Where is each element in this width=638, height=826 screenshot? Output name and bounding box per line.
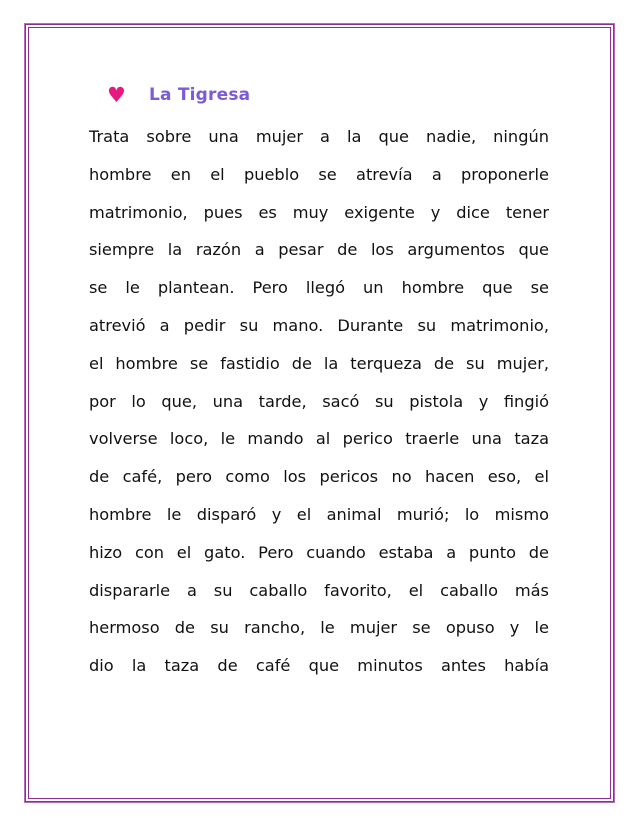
- paragraph-line: dispararle a su caballo favorito, el caballo más: [89, 580, 549, 600]
- summary-paragraph: [89, 118, 549, 685]
- document-content: [89, 80, 549, 685]
- paragraph-line: hombre le disparó y el animal murió; lo mismo: [89, 504, 549, 524]
- paragraph-line: hermoso de su rancho, le mujer se opuso y le: [89, 618, 549, 638]
- paragraph-line: siempre la razón a pesar de los argumentos que: [89, 240, 549, 260]
- paragraph-line: hizo con el gato. Pero cuando estaba a punto de: [89, 542, 549, 562]
- section-title: La Tigresa: [149, 85, 251, 105]
- paragraph-line: el hombre se fastidio de la terqueza de su mujer,: [89, 353, 549, 373]
- paragraph-line: se le plantean. Pero llegó un hombre que se: [89, 278, 549, 298]
- paragraph-line: hombre en el pueblo se atrevía a proponerle: [89, 164, 549, 184]
- heart-icon: ♥: [107, 82, 126, 107]
- paragraph-line: por lo que, una tarde, sacó su pistola y fingió: [89, 391, 549, 411]
- paragraph-line: matrimonio, pues es muy exigente y dice tener: [89, 202, 549, 222]
- paragraph-line: Trata sobre una mujer a la que nadie, ningún: [89, 127, 549, 146]
- paragraph-line: volverse loco, le mando al perico traerle una taza: [89, 429, 549, 449]
- paragraph-line: de café, pero como los pericos no hacen eso, el: [89, 467, 549, 487]
- section-heading: [89, 80, 549, 110]
- paragraph-line: atrevió a pedir su mano. Durante su matrimonio,: [89, 315, 549, 335]
- paragraph-line: dio la taza de café que minutos antes había: [89, 656, 549, 676]
